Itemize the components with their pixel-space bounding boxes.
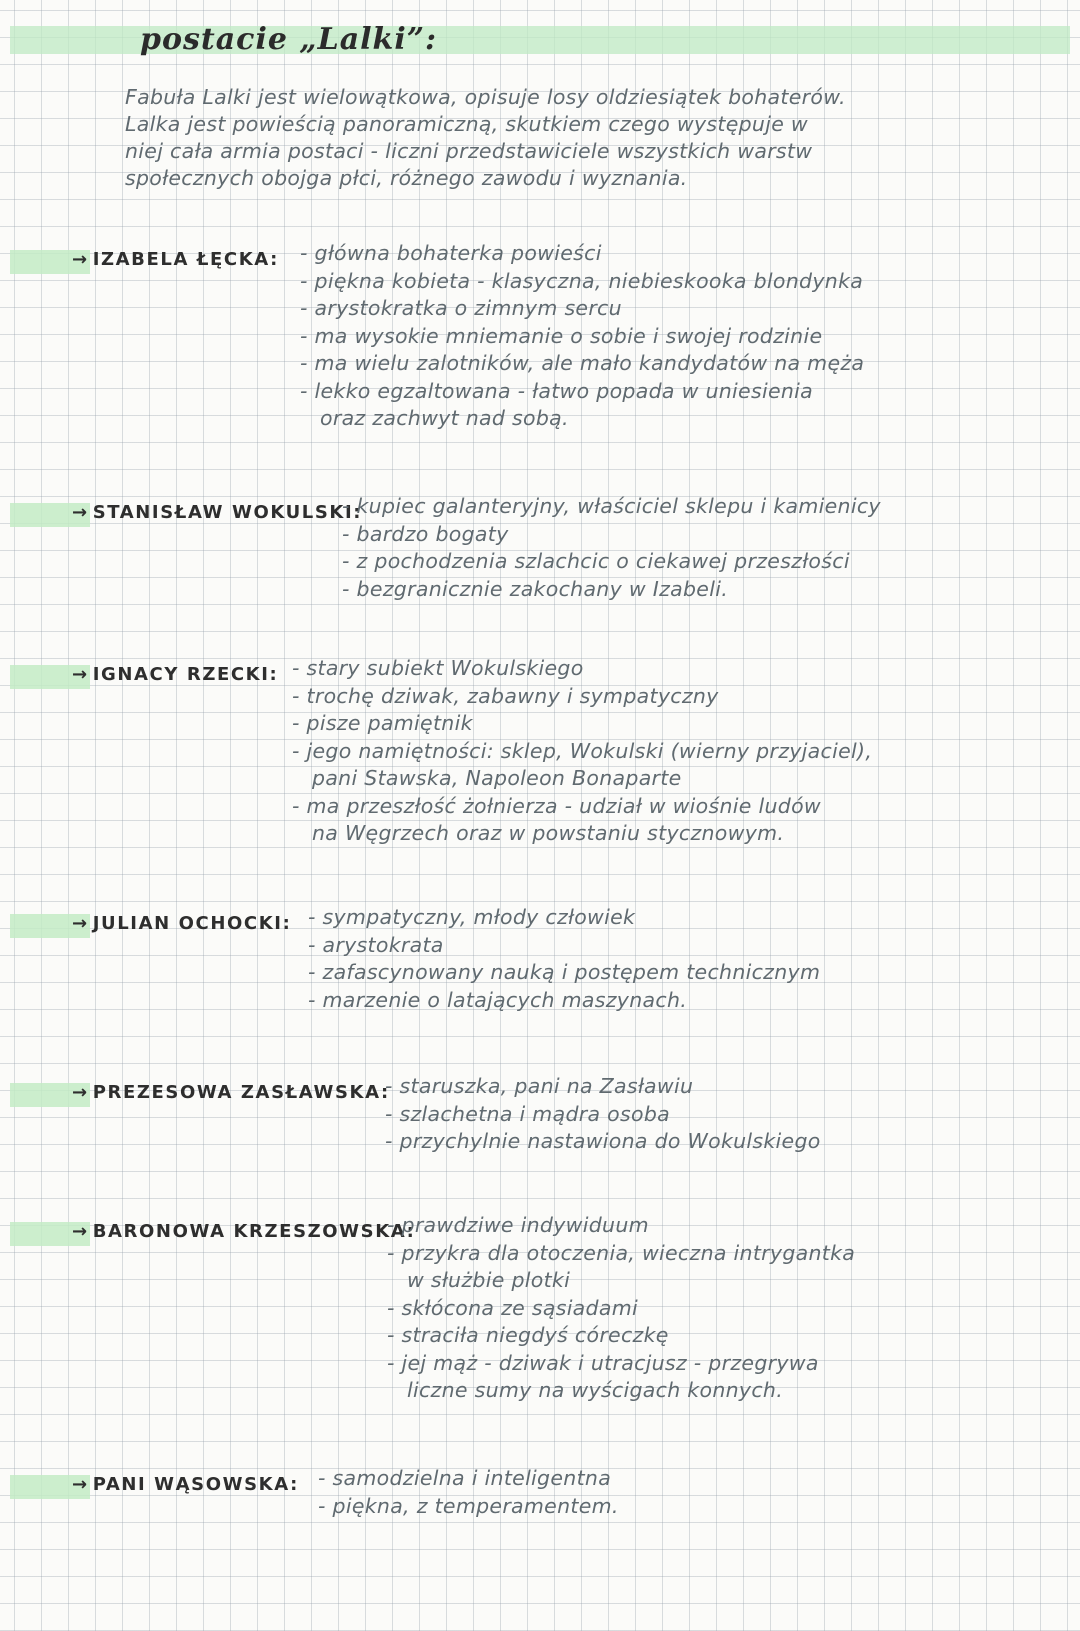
intro-paragraph	[125, 84, 945, 192]
character-name: → PREZESOWA ZASŁAWSKA:	[72, 1082, 390, 1103]
trait-item: - pisze pamiętnik	[292, 711, 473, 735]
trait-item: - piękna kobieta - klasyczna, niebieskooka blondynka	[300, 268, 864, 293]
page-title: postacie „Lalki”:	[140, 22, 438, 57]
trait-item: - z pochodzenia szlachcic o ciekawej przeszłości	[342, 549, 850, 573]
trait-item: na Węgrzech oraz w powstaniu stycznowym.	[312, 821, 785, 845]
trait-item: - przychylnie nastawiona do Wokulskiego	[385, 1129, 821, 1153]
trait-list	[318, 1465, 619, 1520]
trait-item: - sympatyczny, młody człowiek	[308, 905, 636, 929]
character-name: → IZABELA ŁĘCKA:	[72, 249, 279, 270]
arrow-icon: →	[72, 1082, 89, 1103]
arrow-icon: →	[72, 1221, 89, 1242]
character-name: → JULIAN OCHOCKI:	[72, 913, 292, 934]
trait-item: - kupiec galanteryjny, właściciel sklepu i kamienicy	[342, 494, 881, 518]
arrow-icon: →	[72, 249, 89, 270]
trait-item: - bardzo bogaty	[342, 521, 509, 546]
trait-list	[342, 493, 881, 603]
trait-item: - ma wielu zalotników, ale mało kandydatów na męża	[300, 351, 865, 375]
trait-item: - arystokrata	[308, 932, 444, 957]
trait-item: - arystokratka o zimnym sercu	[300, 296, 622, 320]
trait-item: w służbie plotki	[407, 1268, 571, 1292]
arrow-icon: →	[72, 913, 89, 934]
trait-item: - straciła niegdyś córeczkę	[387, 1323, 669, 1347]
trait-list	[300, 240, 864, 433]
trait-item: - staruszka, pani na Zasławiu	[385, 1074, 694, 1098]
intro-line: Lalka jest powieścią panoramiczną, skutkiem czego występuje w	[125, 112, 808, 136]
character-name: → PANI WĄSOWSKA:	[72, 1474, 299, 1495]
trait-item: liczne sumy na wyścigach konnych.	[407, 1378, 784, 1402]
character-name: → STANISŁAW WOKULSKI:	[72, 502, 363, 523]
trait-item: - główna bohaterka powieści	[300, 241, 602, 265]
trait-item: - jej mąż - dziwak i utracjusz - przegrywa	[387, 1350, 819, 1375]
trait-item: - ma przeszłość żołnierza - udział w wiośnie ludów	[292, 793, 822, 818]
trait-item: - ma wysokie mniemanie o sobie i swojej rodzinie	[300, 323, 823, 348]
trait-list	[292, 655, 872, 848]
intro-line: społecznych obojga płci, różnego zawodu i wyznania.	[125, 166, 688, 190]
arrow-icon: →	[72, 664, 89, 685]
trait-list	[387, 1212, 855, 1405]
trait-item: - jego namiętności: sklep, Wokulski (wierny przyjaciel),	[292, 738, 873, 763]
trait-item: - piękna, z temperamentem.	[318, 1493, 619, 1518]
character-name: → IGNACY RZECKI:	[72, 664, 279, 685]
trait-item: - szlachetna i mądra osoba	[385, 1101, 671, 1126]
arrow-icon: →	[72, 1474, 89, 1495]
trait-item: - samodzielna i inteligentna	[318, 1466, 612, 1490]
arrow-icon: →	[72, 502, 89, 523]
trait-item: - prawdziwe indywiduum	[387, 1213, 649, 1237]
trait-item: - lekko egzaltowana - łatwo popada w uniesienia	[300, 378, 814, 403]
trait-item: - bezgranicznie zakochany w Izabeli.	[342, 576, 729, 601]
trait-item: - zafascynowany nauką i postępem technicznym	[308, 960, 821, 984]
trait-item: oraz zachwyt nad sobą.	[320, 406, 569, 430]
intro-line: Fabuła Lalki jest wielowątkowa, opisuje losy oldziesiątek bohaterów.	[125, 85, 846, 109]
trait-item: - stary subiekt Wokulskiego	[292, 656, 584, 680]
trait-item: - przykra dla otoczenia, wieczna intrygantka	[387, 1240, 856, 1265]
intro-line: niej cała armia postaci - liczni przedstawiciele wszystkich warstw	[125, 139, 813, 163]
character-name: → BARONOWA KRZESZOWSKA:	[72, 1221, 416, 1242]
trait-item: - skłócona ze sąsiadami	[387, 1295, 638, 1320]
trait-list	[385, 1073, 821, 1156]
trait-item: - marzenie o latających maszynach.	[308, 987, 688, 1012]
trait-list	[308, 904, 820, 1014]
trait-item: - trochę dziwak, zabawny i sympatyczny	[292, 683, 719, 708]
trait-item: pani Stawska, Napoleon Bonaparte	[312, 766, 682, 790]
